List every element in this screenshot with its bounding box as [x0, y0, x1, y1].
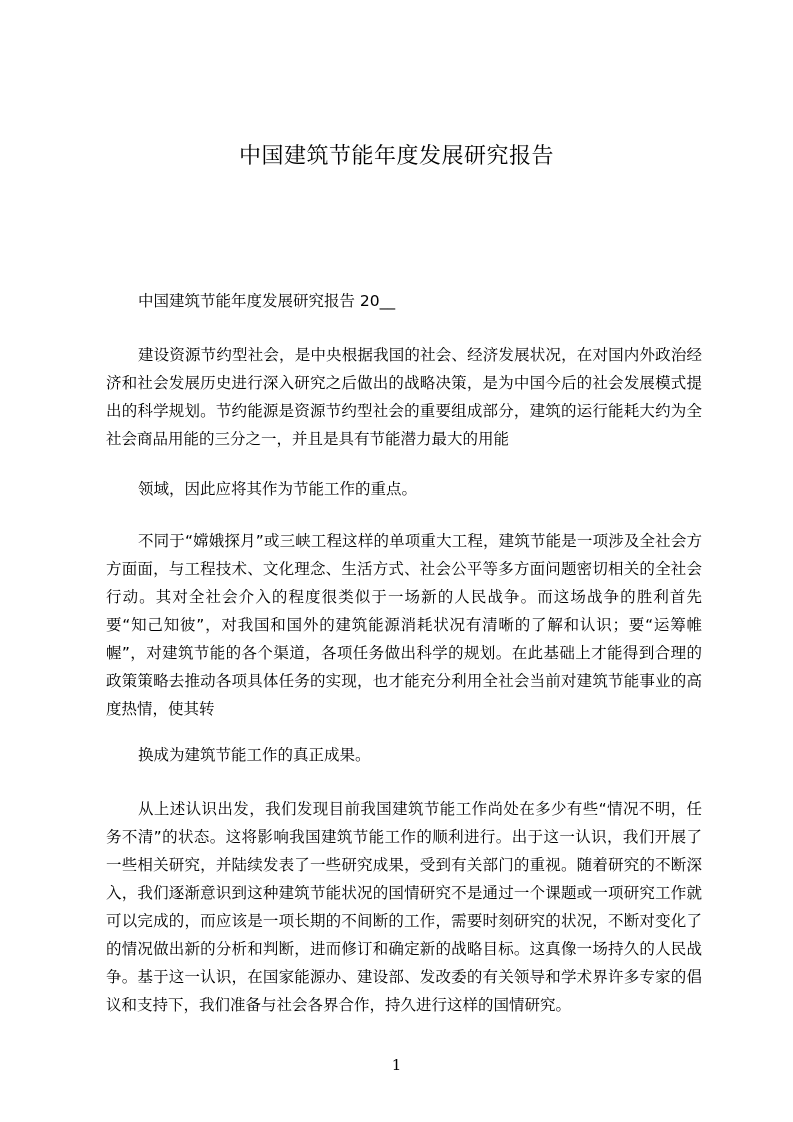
paragraph-3: 不同于“嫦娥探月”或三峡工程这样的单项重大工程，建筑节能是一项涉及全社会方方面面，与工程技术、文化理念、生活方式、社会公平等多方面问题密切相关的全社会行动。其对全社会介入的程度很类似于一场新的人民战争。而这场战争的胜利首先要“知己知彼”，对我国和国外的建筑能源消耗状况有清晰的了解和认识；要“运筹帷幄”，对建筑节能的各个渠道，各项任务做出科学的规划。在此基础上才能得到合理的政策策略去推动各项具体任务的实现，也才能充分利用全社会当前对建筑节能事业的高度热情，使其转	[106, 532, 702, 718]
report-subtitle: 中国建筑节能年度发展研究报告 20__	[138, 292, 396, 310]
document-title: 中国建筑节能年度发展研究报告	[238, 144, 554, 169]
paragraph-4: 换成为建筑节能工作的真正成果。	[138, 746, 371, 764]
paragraph-1: 建设资源节约型社会，是中央根据我国的社会、经济发展状况，在对国内外政治经济和社会发展历史进行深入研究之后做出的战略决策，是为中国今后的社会发展模式提出的科学规划。节约能源是资源节约型社会的重要组成部分，建筑的运行能耗大约为全社会商品用能的三分之一，并且是具有节能潜力最大的用能	[106, 346, 702, 448]
paragraph-2: 领域，因此应将其作为节能工作的重点。	[138, 480, 418, 498]
page-number: 1	[391, 1056, 402, 1074]
paragraph-5: 从上述认识出发，我们发现目前我国建筑节能工作尚处在多少有些“情况不明，任务不清”的状态。这将影响我国建筑节能工作的顺利进行。出于这一认识，我们开展了一些相关研究，并陆续发表了一些研究成果，受到有关部门的重视。随着研究的不断深入，我们逐渐意识到这种建筑节能状况的国情研究不是通过一个课题或一项研究工作就可以完成的，而应该是一项长期的不间断的工作，需要时刻研究的状况，不断对变化了的情况做出新的分析和判断，进而修订和确定新的战略目标。这真像一场持久的人民战争。基于这一认识，在国家能源办、建设部、发改委的有关领导和学术界许多专家的倡议和支持下，我们准备与社会各界合作，持久进行这样的国情研究。	[106, 800, 702, 1014]
